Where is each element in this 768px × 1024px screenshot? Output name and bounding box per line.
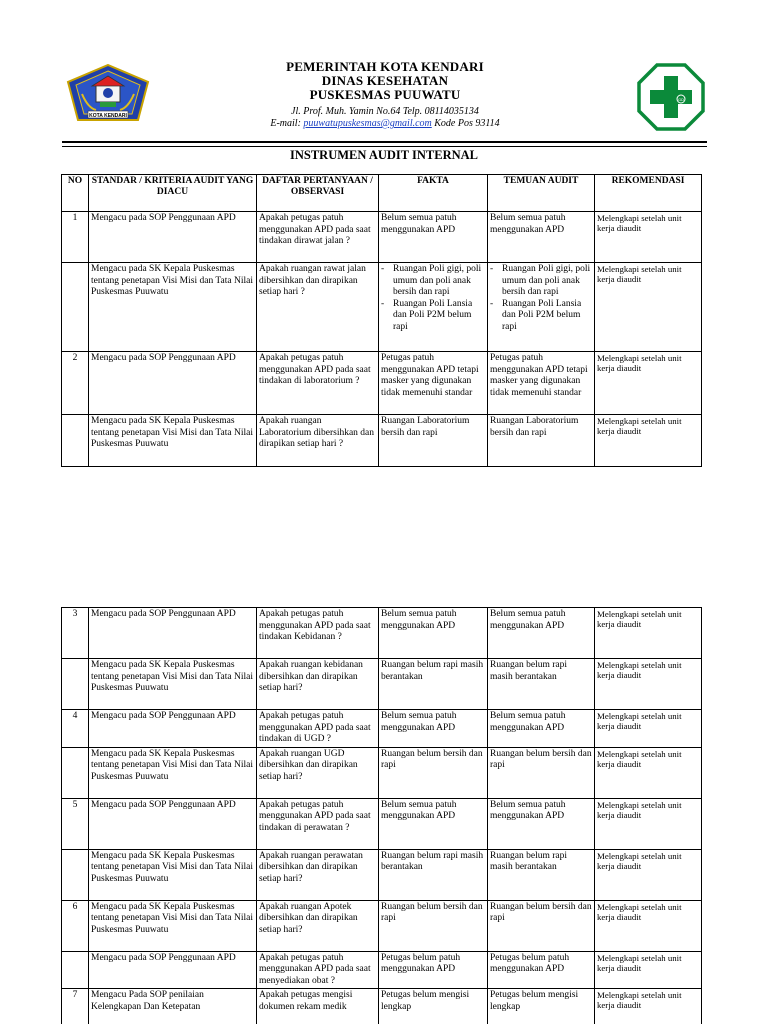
- cell-fakta: Ruangan Laboratorium bersih dan rapi: [379, 415, 488, 467]
- letterhead: [0, 0, 768, 150]
- cell-no: [62, 747, 89, 798]
- logo-mark-text: GD: [678, 97, 684, 102]
- cell-no: 3: [62, 608, 89, 659]
- col-header-rekomendasi: REKOMENDASI: [595, 175, 702, 212]
- col-header-temuan: TEMUAN AUDIT: [488, 175, 595, 212]
- cell-no: [62, 659, 89, 710]
- cell-daftar: Apakah petugas patuh menggunakan APD pada saat tindakan di laboratorium ?: [257, 352, 379, 415]
- cell-no: 2: [62, 352, 89, 415]
- cell-fakta: Ruangan belum bersih dan rapi: [379, 747, 488, 798]
- puskesmas-name: PUSKESMAS PUUWATU: [309, 87, 461, 102]
- cell-standar: Mengacu pada SOP Penggunaan APD: [89, 798, 257, 849]
- document-title: INSTRUMEN AUDIT INTERNAL: [289, 148, 478, 162]
- cell-no: 5: [62, 798, 89, 849]
- cell-temuan: [488, 263, 595, 352]
- cell-fakta: Ruangan belum rapi masih berantakan: [379, 849, 488, 900]
- cell-daftar: Apakah ruangan perawatan dibersihkan dan dirapikan setiap hari?: [257, 849, 379, 900]
- col-header-fakta: FAKTA: [379, 175, 488, 212]
- cell-temuan: Petugas patuh menggunakan APD tetapi masker yang digunakan tidak memenuhi standar: [488, 352, 595, 415]
- table-row: [62, 900, 702, 951]
- cell-daftar: Apakah petugas patuh menggunakan APD pada saat menyediakan obat ?: [257, 951, 379, 989]
- fakta-list: [381, 264, 485, 333]
- table-row: [62, 608, 702, 659]
- cell-daftar: Apakah ruangan UGD dibersihkan dan dirapikan setiap hari?: [257, 747, 379, 798]
- kendari-city-emblem-icon: [66, 64, 150, 122]
- cell-daftar: Apakah petugas patuh menggunakan APD pada saat tindakan di perawatan ?: [257, 798, 379, 849]
- cell-no: [62, 263, 89, 352]
- cell-daftar: Apakah petugas patuh menggunakan APD pada saat tindakan Kebidanan ?: [257, 608, 379, 659]
- cell-daftar: Apakah ruangan Laboratorium dibersihkan dan dirapikan setiap hari ?: [257, 415, 379, 467]
- cell-rekomendasi: Melengkapi setelah unit kerja diaudit: [595, 849, 702, 900]
- agency-name: DINAS KESEHATAN: [321, 73, 449, 88]
- cell-daftar: Apakah ruangan kebidanan dibersihkan dan dirapikan setiap hari?: [257, 659, 379, 710]
- list-item: - Ruangan Poli gigi, poli umum dan poli anak bersih dan rapi: [490, 264, 592, 299]
- cell-rekomendasi: Melengkapi setelah unit kerja diaudit: [595, 212, 702, 263]
- col-header-no: NO: [62, 175, 89, 212]
- puskesmas-logo-icon: [637, 63, 705, 131]
- cell-standar: Mengacu pada SOP Penggunaan APD: [89, 608, 257, 659]
- cell-standar: Mengacu pada SOP Penggunaan APD: [89, 951, 257, 989]
- cell-rekomendasi: Melengkapi setelah unit kerja diaudit: [595, 352, 702, 415]
- cell-no: 4: [62, 710, 89, 748]
- cell-standar: Mengacu pada SOP Penggunaan APD: [89, 352, 257, 415]
- cell-no: 1: [62, 212, 89, 263]
- cell-rekomendasi: Melengkapi setelah unit kerja diaudit: [595, 989, 702, 1024]
- cell-no: 7: [62, 989, 89, 1024]
- cell-no: [62, 415, 89, 467]
- cell-daftar: Apakah ruangan rawat jalan dibersihkan dan dirapikan setiap hari ?: [257, 263, 379, 352]
- table-row: [62, 989, 702, 1024]
- table-row: [62, 659, 702, 710]
- table-row: [62, 951, 702, 989]
- cell-standar: Mengacu pada SK Kepala Puskesmas tentang penetapan Visi Misi dan Tata Nilai Puskesmas Puuwatu: [89, 659, 257, 710]
- audit-table-part-1: [61, 174, 702, 467]
- cell-rekomendasi: Melengkapi setelah unit kerja diaudit: [595, 900, 702, 951]
- table-row: [62, 352, 702, 415]
- cell-daftar: Apakah ruangan Apotek dibersihkan dan dirapikan setiap hari?: [257, 900, 379, 951]
- col-header-daftar: DAFTAR PERTANYAAN / OBSERVASI: [257, 175, 379, 212]
- cell-fakta: Belum semua patuh menggunakan APD: [379, 608, 488, 659]
- cell-daftar: Apakah petugas patuh menggunakan APD pada saat tindakan dirawat jalan ?: [257, 212, 379, 263]
- table-row: [62, 710, 702, 748]
- table-header-row: [62, 175, 702, 212]
- header-rule-thick: [62, 141, 707, 143]
- cell-rekomendasi: Melengkapi setelah unit kerja diaudit: [595, 951, 702, 989]
- letterhead-text: [230, 60, 540, 130]
- table-row: [62, 415, 702, 467]
- cell-rekomendasi: Melengkapi setelah unit kerja diaudit: [595, 710, 702, 748]
- cell-fakta: Belum semua patuh menggunakan APD: [379, 798, 488, 849]
- header-rule-thin: [62, 146, 707, 147]
- cell-temuan: Ruangan belum bersih dan rapi: [488, 747, 595, 798]
- postal-code: Kode Pos 93114: [431, 118, 500, 129]
- cell-temuan: Belum semua patuh menggunakan APD: [488, 798, 595, 849]
- cell-fakta: Petugas belum patuh menggunakan APD: [379, 951, 488, 989]
- cell-standar: Mengacu pada SK Kepala Puskesmas tentang penetapan Visi Misi dan Tata Nilai Puskesmas Puuwatu: [89, 415, 257, 467]
- cell-daftar: Apakah petugas mengisi dokumen rekam medik: [257, 989, 379, 1024]
- cell-temuan: Ruangan belum rapi masih berantakan: [488, 849, 595, 900]
- cell-rekomendasi: Melengkapi setelah unit kerja diaudit: [595, 608, 702, 659]
- cell-temuan: Petugas belum mengisi lengkap: [488, 989, 595, 1024]
- table-row: [62, 849, 702, 900]
- cell-standar: Mengacu pada SK Kepala Puskesmas tentang penetapan Visi Misi dan Tata Nilai Puskesmas Puuwatu: [89, 849, 257, 900]
- cell-temuan: Belum semua patuh menggunakan APD: [488, 212, 595, 263]
- audit-table-part-2: [61, 607, 702, 1024]
- table-row: [62, 263, 702, 352]
- cell-no: 6: [62, 900, 89, 951]
- email-link[interactable]: puuwatupuskesmas@gmail.com: [303, 118, 432, 129]
- table-row: [62, 747, 702, 798]
- cell-standar: Mengacu pada SOP Penggunaan APD: [89, 710, 257, 748]
- cell-standar: Mengacu Pada SOP penilaian Kelengkapan Dan Ketepatan: [89, 989, 257, 1024]
- cell-no: [62, 849, 89, 900]
- govt-name: PEMERINTAH KOTA KENDARI: [286, 59, 484, 74]
- list-item: - Ruangan Poli Lansia dan Poli P2M belum rapi: [381, 299, 485, 334]
- table-row: [62, 798, 702, 849]
- list-item: - Ruangan Poli gigi, poli umum dan poli anak bersih dan rapi: [381, 264, 485, 299]
- email-line: [230, 118, 540, 130]
- cell-temuan: Ruangan Laboratorium bersih dan rapi: [488, 415, 595, 467]
- cell-standar: Mengacu pada SK Kepala Puskesmas tentang penetapan Visi Misi dan Tata Nilai Puskesmas Puuwatu: [89, 900, 257, 951]
- cell-standar: Mengacu pada SOP Penggunaan APD: [89, 212, 257, 263]
- temuan-list: [490, 264, 592, 333]
- cell-daftar: Apakah petugas patuh menggunakan APD pada saat tindakan di UGD ?: [257, 710, 379, 748]
- address: Jl. Prof. Muh. Yamin No.64 Telp. 08114035134: [291, 106, 479, 117]
- cell-fakta: [379, 263, 488, 352]
- cell-standar: Mengacu pada SK Kepala Puskesmas tentang penetapan Visi Misi dan Tata Nilai Puskesmas Puuwatu: [89, 747, 257, 798]
- list-item: - Ruangan Poli Lansia dan Poli P2M belum rapi: [490, 299, 592, 334]
- cell-fakta: Ruangan belum rapi masih berantakan: [379, 659, 488, 710]
- cell-rekomendasi: Melengkapi setelah unit kerja diaudit: [595, 659, 702, 710]
- cell-fakta: Petugas belum mengisi lengkap: [379, 989, 488, 1024]
- col-header-standar: STANDAR / KRITERIA AUDIT YANG DIACU: [89, 175, 257, 212]
- cell-temuan: Petugas belum patuh menggunakan APD: [488, 951, 595, 989]
- cell-temuan: Ruangan belum bersih dan rapi: [488, 900, 595, 951]
- cell-temuan: Belum semua patuh menggunakan APD: [488, 608, 595, 659]
- cell-fakta: Petugas patuh menggunakan APD tetapi masker yang digunakan tidak memenuhi standar: [379, 352, 488, 415]
- cell-rekomendasi: Melengkapi setelah unit kerja diaudit: [595, 747, 702, 798]
- email-prefix: E-mail:: [270, 118, 304, 129]
- cell-fakta: Belum semua patuh menggunakan APD: [379, 212, 488, 263]
- cell-rekomendasi: Melengkapi setelah unit kerja diaudit: [595, 798, 702, 849]
- cell-temuan: Belum semua patuh menggunakan APD: [488, 710, 595, 748]
- table-row: [62, 212, 702, 263]
- cell-fakta: Ruangan belum bersih dan rapi: [379, 900, 488, 951]
- emblem-ribbon-text: KOTA KENDARI: [89, 113, 127, 119]
- cell-rekomendasi: Melengkapi setelah unit kerja diaudit: [595, 415, 702, 467]
- cell-standar: Mengacu pada SK Kepala Puskesmas tentang penetapan Visi Misi dan Tata Nilai Puskesmas Puuwatu: [89, 263, 257, 352]
- cell-rekomendasi: Melengkapi setelah unit kerja diaudit: [595, 263, 702, 352]
- cell-fakta: Belum semua patuh menggunakan APD: [379, 710, 488, 748]
- cell-no: [62, 951, 89, 989]
- cell-temuan: Ruangan belum rapi masih berantakan: [488, 659, 595, 710]
